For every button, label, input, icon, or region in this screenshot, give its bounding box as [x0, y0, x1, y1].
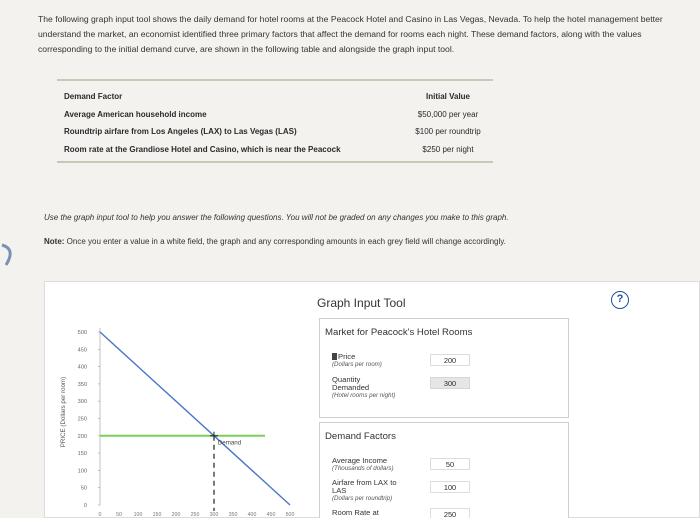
- note-body: Once you enter a value in a white field, the graph and any corresponding amounts in each grey field will change accordingly.: [64, 237, 506, 246]
- income-label: [332, 457, 394, 472]
- demand-curve: [100, 332, 290, 505]
- income-label-text: Average Income: [332, 456, 388, 465]
- x-tick-label: 300: [209, 512, 219, 518]
- note-label: Note:: [44, 237, 65, 246]
- x-tick-label: 350: [228, 512, 238, 518]
- demand-chart[interactable]: [45, 282, 315, 518]
- x-tick-label: 0: [98, 512, 102, 518]
- tool-title: Graph Input Tool: [317, 296, 406, 310]
- quantity-output: 300: [430, 377, 470, 389]
- table-header-row: [64, 88, 494, 106]
- y-tick-label: 450: [77, 347, 87, 354]
- table-top-rule: [57, 79, 493, 81]
- room-rate-input[interactable]: 250: [430, 508, 470, 518]
- edge-arc-icon: [0, 235, 18, 275]
- table-bottom-rule: [57, 161, 493, 163]
- factor-room-rate: Room rate at the Grandiose Hotel and Casino, which is near the Peacock: [64, 144, 341, 154]
- price-input[interactable]: 200: [430, 354, 470, 366]
- y-tick-label: 50: [80, 485, 87, 492]
- income-unit: (Thousands of dollars): [332, 465, 394, 472]
- y-tick-label: 400: [77, 364, 87, 371]
- quantity-label-2: Demanded: [332, 383, 370, 392]
- market-panel-title: Market for Peacock's Hotel Rooms: [325, 327, 473, 338]
- value-airfare: $100 per roundtrip: [415, 127, 481, 137]
- table-row: [64, 123, 494, 141]
- quantity-label: [332, 376, 410, 399]
- x-tick-label: 250: [190, 512, 200, 518]
- income-input[interactable]: 50: [430, 458, 470, 470]
- x-tick-label: 150: [152, 512, 162, 518]
- airfare-label-1: Airfare from LAX to: [332, 478, 397, 487]
- quantity-label-1: Quantity: [332, 375, 361, 384]
- airfare-label: [332, 479, 397, 502]
- y-tick-label: 150: [77, 451, 87, 458]
- y-tick-label: 500: [77, 330, 87, 336]
- x-tick-label: 450: [266, 512, 276, 518]
- header-demand-factor: Demand Factor: [64, 92, 123, 102]
- x-tick-label: 100: [133, 512, 143, 518]
- price-label-text: Price: [338, 352, 356, 361]
- header-initial-value: Initial Value: [425, 92, 470, 102]
- price-marker-icon: [332, 353, 337, 360]
- instructions-text: Use the graph input tool to help you answer the following questions. You will not be graded on any changes you make to this graph.: [44, 213, 509, 222]
- x-tick-label: 500: [285, 512, 295, 518]
- value-room-rate: $250 per night: [422, 144, 474, 154]
- y-tick-label: 300: [77, 399, 87, 406]
- demand-factors-title: Demand Factors: [325, 431, 396, 442]
- factor-income: Average American household income: [64, 109, 207, 119]
- intro-paragraph: The following graph input tool shows the daily demand for hotel rooms at the Peacock Hotel and Casino in Las Vegas, Nevada. To help the hotel management better understand the market, an economist identified three primary factors that affect the demand for rooms each night. These demand factors, along with the values corresponding to the initial demand curve, are shown in the following table and alongside the graph input tool.: [38, 14, 663, 54]
- price-label: [332, 353, 382, 368]
- price-unit: (Dollars per room): [332, 361, 382, 368]
- y-tick-label: 200: [77, 433, 87, 440]
- y-tick-label: 100: [77, 468, 87, 475]
- demand-factors-panel: [319, 422, 569, 518]
- quantity-unit: (Hotel rooms per night): [332, 392, 396, 399]
- y-tick-label: 350: [77, 381, 87, 388]
- y-tick-label: 250: [77, 416, 87, 423]
- demand-curve-label: Demand: [217, 439, 242, 447]
- graph-input-tool: [44, 281, 700, 518]
- airfare-unit: (Dollars per roundtrip): [332, 495, 393, 502]
- help-icon[interactable]: ?: [611, 291, 629, 309]
- note-text: [44, 237, 506, 246]
- market-panel: [319, 318, 569, 418]
- table-row: [64, 141, 494, 159]
- table-row: [64, 106, 494, 124]
- demand-factor-table: [64, 88, 494, 158]
- factor-airfare: Roundtrip airfare from Los Angeles (LAX) to Las Vegas (LAS): [64, 127, 297, 137]
- airfare-input[interactable]: 100: [430, 481, 470, 493]
- value-income: $50,000 per year: [417, 109, 479, 119]
- x-tick-label: 400: [247, 512, 257, 518]
- y-axis-label: PRICE (Dollars per room): [60, 376, 67, 448]
- x-tick-label: 50: [116, 512, 122, 518]
- airfare-label-2: LAS: [332, 486, 347, 495]
- y-tick-label: 0: [83, 503, 87, 509]
- room-rate-label: Room Rate at: [332, 508, 379, 517]
- x-tick-label: 200: [171, 512, 181, 518]
